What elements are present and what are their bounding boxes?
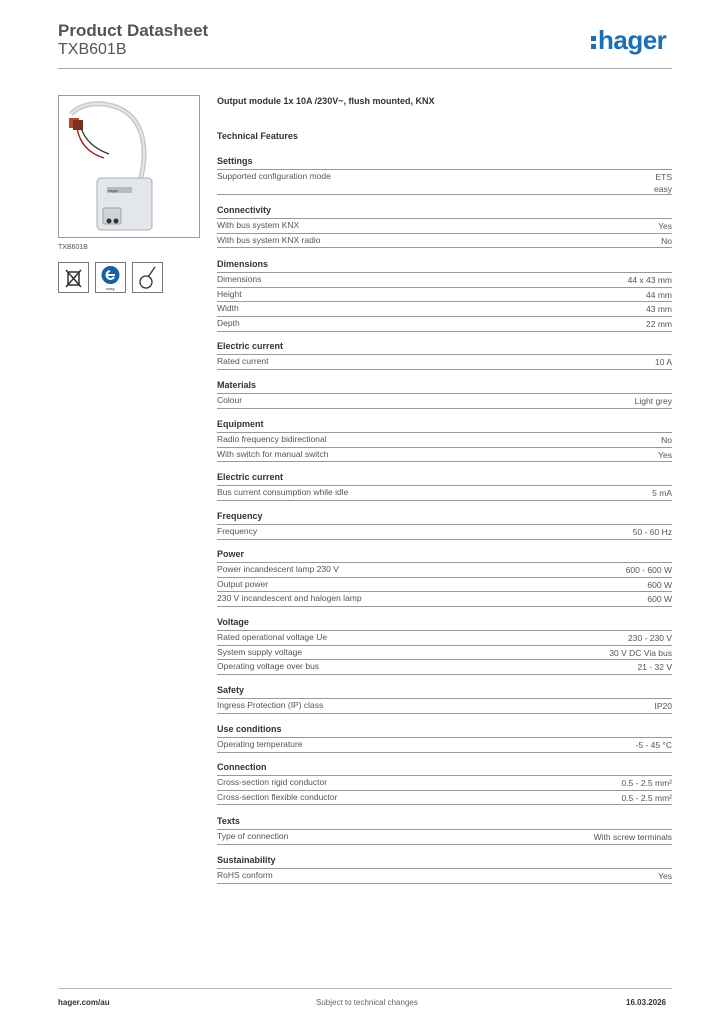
spec-row [217,302,672,317]
hager-logo [591,25,666,56]
section-settings [217,155,672,195]
footer-divider [58,988,672,989]
spec-value [655,700,673,712]
spec-row [217,219,672,234]
spec-value-line: easy [654,184,672,194]
spec-value [621,792,672,804]
spec-label: Cross-section flexible conductor [217,791,338,802]
section-texts [217,815,672,845]
page-title: Product Datasheet [58,21,209,40]
spec-row [217,646,672,661]
easy-icon-label: easy [106,286,115,291]
product-code: TXB601B [58,41,127,58]
section-title: Dimensions [217,258,672,273]
product-label: hager [108,188,119,193]
spec-row [217,592,672,607]
spec-value-line: Yes [658,871,672,881]
spec-value [646,318,672,330]
section-title: Connection [217,761,672,776]
product-illustration [59,96,199,237]
spec-value [655,356,672,368]
spec-row [217,317,672,332]
spec-row [217,486,672,501]
spec-value-line: 0.5 - 2.5 mm² [621,778,672,788]
spec-value [636,739,672,751]
spec-value [646,303,672,315]
spec-value-line: No [661,435,672,445]
spec-label: Height [217,288,242,299]
footer-notice: Subject to technical changes [316,998,418,1007]
section-connection [217,761,672,805]
spec-label: Type of connection [217,831,289,841]
section-title: Equipment [217,418,672,433]
spec-row [217,830,672,845]
section-title: Voltage [217,616,672,631]
spec-row [217,288,672,303]
spec-label: Bus current consumption while idle [217,487,349,497]
spec-value [658,870,672,882]
spec-label: RoHS conform [217,870,273,880]
spec-value-line: 21 - 32 V [637,662,672,673]
section-title: Materials [217,379,672,394]
section-sustainability [217,854,672,884]
section-electric-current [217,471,672,501]
spec-value [658,449,672,461]
section-frequency [217,510,672,540]
spec-value-line: Yes [658,221,672,231]
spec-label: Operating voltage over bus [217,661,320,672]
section-electric-current [217,340,672,370]
spec-value-line: Light grey [634,396,672,406]
spec-row [217,525,672,540]
spec-value [626,564,672,576]
spec-label: 230 V incandescent and halogen lamp [217,593,362,604]
spec-value-line: 0.5 - 2.5 mm² [621,792,672,803]
footer-website: hager.com/au [58,998,110,1007]
spec-value [609,647,672,659]
spec-value-line: 22 mm [646,319,672,330]
section-title: Safety [217,684,672,699]
spec-value-line: 44 mm [646,289,672,300]
spec-value-line: 230 - 230 V [628,633,672,643]
spec-value-line: 600 W [647,594,672,605]
spec-value [638,661,673,673]
spec-value [661,235,672,247]
spec-value-line: 600 W [647,579,672,590]
section-voltage [217,616,672,675]
section-use-conditions [217,723,672,753]
spec-value [635,395,672,407]
spec-value-line: Yes [658,449,672,460]
spec-label: Power incandescent lamp 230 V [217,564,339,574]
spec-row [217,433,672,448]
spec-value-line: 44 x 43 mm [627,275,672,285]
spec-row [217,631,672,646]
section-title: Power [217,548,672,563]
product-image [58,95,200,238]
spec-label: Radio frequency bidirectional [217,434,327,444]
spec-row [217,699,672,714]
spec-value [647,593,672,605]
do-not-dispose-icon [58,262,89,293]
section-dimensions [217,258,672,332]
section-safety [217,684,672,714]
section-connectivity [217,204,672,248]
spec-row [217,355,672,370]
section-title: Electric current [217,471,672,486]
spec-value-line: -5 - 45 °C [635,740,672,750]
spec-label: Depth [217,318,240,329]
spec-label: Operating temperature [217,739,303,749]
spec-value [652,487,672,499]
spec-value-line: 30 V DC Via bus [609,647,672,658]
image-caption: TXB601B [58,244,88,251]
product-title: Output module 1x 10A /230V~, flush mounted, KNX [217,96,435,106]
section-title: Frequency [217,510,672,525]
header-divider [58,68,672,69]
spec-label: With switch for manual switch [217,448,329,459]
spec-row [217,170,672,195]
spec-label: With bus system KNX radio [217,234,321,245]
spec-row [217,448,672,463]
spec-value-line: ETS [655,172,672,182]
footer-date: 16.03.2026 [626,998,667,1007]
spec-value [594,831,672,843]
spec-row [217,791,672,806]
spec-label: Frequency [217,526,258,536]
spec-label: Rated current [217,356,269,366]
section-title: Settings [217,155,672,170]
section-title: Texts [217,815,672,830]
spec-value-line: 50 - 60 Hz [632,527,672,537]
spec-value-line: With screw terminals [593,832,672,842]
spec-row [217,869,672,884]
spec-value [628,274,672,286]
spec-row [217,578,672,593]
section-title: Use conditions [217,723,672,738]
spec-row [217,563,672,578]
spec-value [647,579,672,591]
section-title: Connectivity [217,204,672,219]
spec-label: Output power [217,578,269,589]
spec-value-line: No [661,235,672,246]
spec-value [633,526,672,538]
spec-value [658,220,672,232]
spec-row [217,273,672,288]
spec-label: Cross-section rigid conductor [217,777,328,787]
spec-row [217,738,672,753]
spec-label: Supported configuration mode [217,171,331,181]
spec-label: System supply voltage [217,646,303,657]
spec-label: Colour [217,395,243,405]
spec-row [217,660,672,675]
spec-value-line: IP20 [654,701,672,711]
spec-value [628,632,672,644]
section-title: Sustainability [217,854,672,869]
spec-label: With bus system KNX [217,220,300,230]
spec-label: Dimensions [217,274,262,284]
logo-dots-icon [591,33,596,52]
section-power [217,548,672,607]
features-heading: Technical Features [217,131,298,141]
spec-value-line: 600 - 600 W [625,565,672,575]
spec-row [217,394,672,409]
section-equipment [217,418,672,462]
spec-label: Rated operational voltage Ue [217,632,328,642]
spec-label: Ingress Protection (IP) class [217,700,324,710]
spec-row [217,776,672,791]
spec-value [646,289,672,301]
spec-value-line: 5 mA [652,488,672,498]
logo-text: hager [598,25,667,55]
manual-switch-icon [132,262,163,293]
section-materials [217,379,672,409]
spec-value-line: 10 A [654,357,672,367]
spec-value [654,171,672,195]
spec-value-line: 43 mm [646,304,672,315]
spec-label: Width [217,303,239,314]
section-title: Electric current [217,340,672,355]
spec-row [217,234,672,249]
spec-value [621,777,672,789]
easy-config-icon [95,262,126,293]
spec-value [661,434,672,446]
